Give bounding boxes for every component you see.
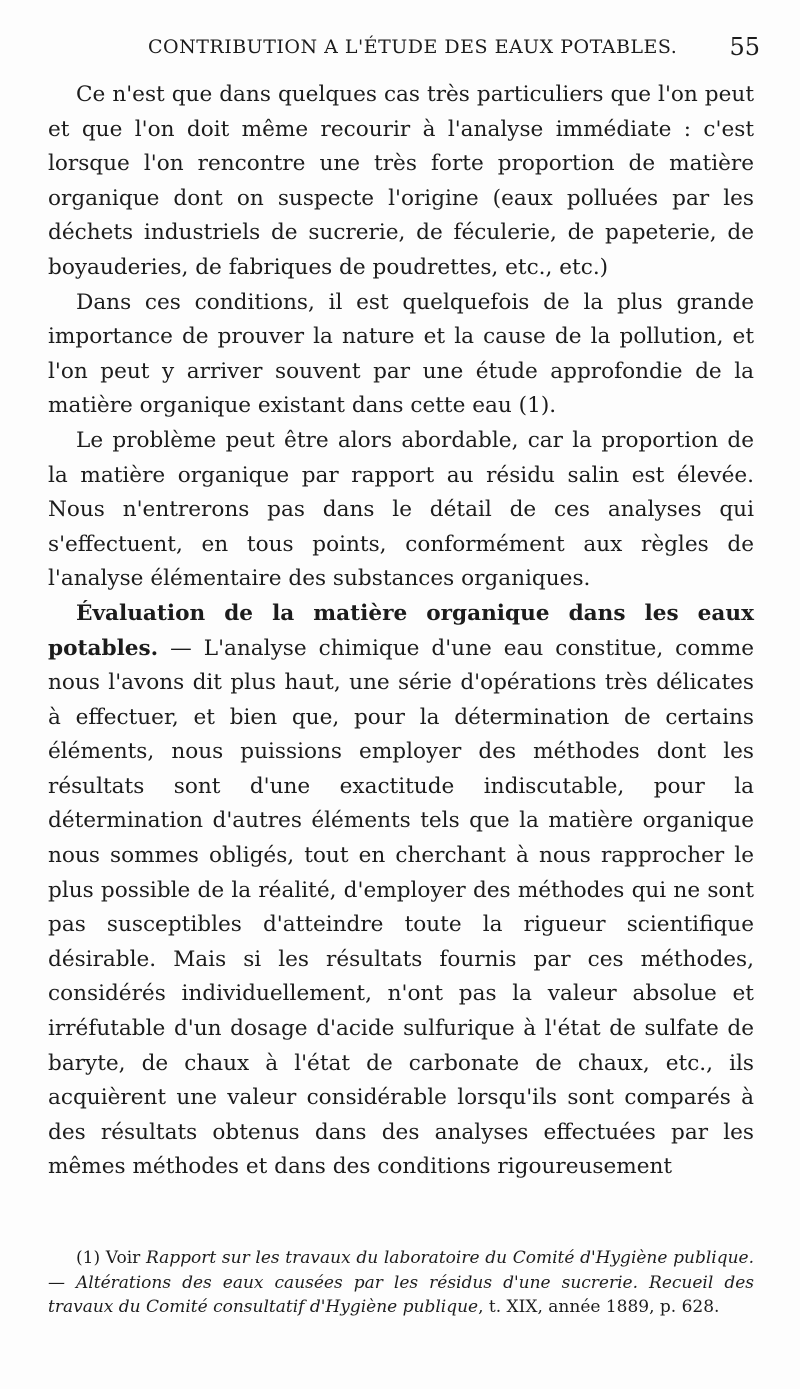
paragraph-analyse-immediate: Ce n'est que dans quelques cas très particuliers que l'on peut et que l'on doit même recourir à l'analyse immédiate : c'est lorsque l'on rencontre une très forte proportion de matière organique dont on suspecte l'origine (eaux polluées par les déchets industriels de sucrerie, de féculerie, de papeterie, de boyauderies, de fabriques de poudrettes, etc., etc.) xyxy=(48,82,754,280)
paragraph-probleme: Le problème peut être alors abordable, car la proportion de la matière organique par rapport au résidu salin est élevée. Nous n'entrerons pas dans le détail de ces analyses qui s'effectuent, en tous points, conformément aux règles de l'analyse élémentaire des substances organiques. xyxy=(48,427,754,592)
footnote-reference: Rapport sur les travaux du laboratoire du Comité d'Hygiène publique. — Altérations des eaux causées par les résidus d'une sucrerie. Recueil des travaux du Comité consultatif d'Hygiène publique xyxy=(48,1248,755,1317)
running-head xyxy=(148,33,760,66)
footnote-marker: (1) Voir xyxy=(76,1248,146,1268)
section-paragraph xyxy=(48,597,754,1185)
section-heading: Évaluation de la matière organique dans les eaux potables. xyxy=(48,600,754,661)
section-text: — L'analyse chimique d'une eau constitue, comme nous l'avons dit plus haut, une série d'opérations très délicates à effectuer, et bien que, pour la détermination de certains éléments, nous puissions employer des méthodes dont les résultats sont d'une exactitude indiscutable, pour la détermination d'autres éléments tels que la matière organique nous sommes obligés, tout en cherchant à nous rapprocher le plus possible de la réalité, d'employer des méthodes qui ne sont pas susceptibles d'atteindre toute la rigueur scientifique désirable. Mais si les résultats fournis par ces méthodes, considérés individuellement, n'ont pas la valeur absolue et irréfutable d'un dosage d'acide sulfurique à l'état de sulfate de baryte, de chaux à l'état de carbonate de chaux, etc., ils acquièrent une valeur considérable lorsqu'ils sont comparés à des résultats obtenus dans des analyses effectuées par les mêmes méthodes et dans des conditions rigoureusement xyxy=(48,635,754,1180)
footnote-citation: , t. XIX, année 1889, p. 628. xyxy=(478,1297,720,1317)
footnote-1 xyxy=(48,1246,754,1320)
main-text xyxy=(48,78,754,1185)
footnote xyxy=(48,1246,754,1320)
running-title: CONTRIBUTION A L'ÉTUDE DES EAUX POTABLES. xyxy=(148,36,678,58)
page-number: 55 xyxy=(729,33,760,61)
paragraph-pollution: Dans ces conditions, il est quelquefois de la plus grande importance de prouver la nature et la cause de la pollution, et l'on peut y arriver souvent par une étude approfondie de la matière organique existant dans cette eau (1). xyxy=(48,289,754,419)
